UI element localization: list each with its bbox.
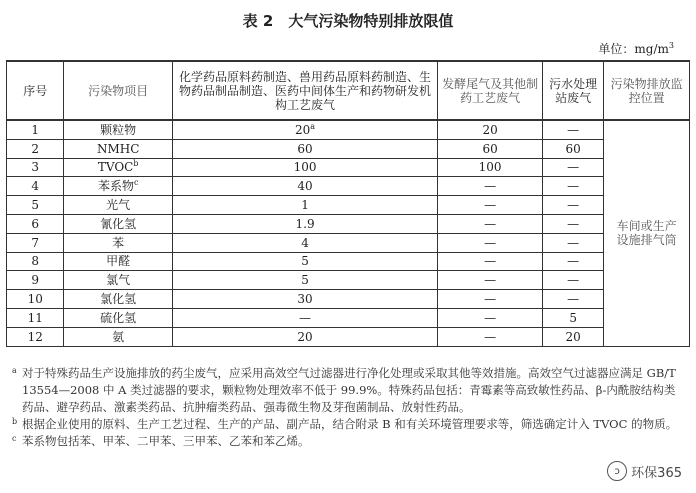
cell-ferm: — [438,290,543,309]
table-row [7,139,690,158]
cell-ferm: 60 [438,139,543,158]
cell-item: 氯化氢 [64,290,172,309]
cell-item: 光气 [64,196,172,215]
cell-pharm: 40 [172,177,437,196]
unit-label: 单位：$mg/m^3$ [598,41,674,56]
table-row [7,252,690,271]
cell-no: 2 [7,139,64,158]
watermark-text: 环保365 [631,465,682,481]
table-row [7,214,690,233]
cell-waste: — [542,120,603,139]
table-row [7,177,690,196]
cell-item: 氯气 [64,271,172,290]
table-row [7,308,690,327]
table-row [7,290,690,309]
cell-no: 4 [7,177,64,196]
cell-ferm: — [438,252,543,271]
cell-ferm: — [438,177,543,196]
cell-no: 7 [7,233,64,252]
header-item: 污染物项目 [64,61,172,120]
ear-icon: ↄ [607,461,627,481]
cell-pharm: 5 [172,271,437,290]
cell-waste: 5 [542,308,603,327]
cell-pharm: 4 [172,233,437,252]
note-b: b 根据企业使用的原料、生产工艺过程、生产的产品、副产品，结合附录 B 和有关环境管理要求等，筛选确定计入 TVOC 的物质。 [12,417,678,431]
table-row [7,196,690,215]
header-no: 序号 [7,61,64,120]
cell-ferm: — [438,308,543,327]
cell-waste: — [542,214,603,233]
cell-pharm: 1 [172,196,437,215]
table-header-row [7,61,690,120]
table-title: 表 2 大气污染物特别排放限值 [242,12,454,30]
cell-ferm: 20 [438,120,543,139]
cell-pharm: 30 [172,290,437,309]
cell-no: 12 [7,327,64,346]
cell-item: NMHC [64,139,172,158]
cell-item: 氰化氢 [64,214,172,233]
cell-waste: — [542,271,603,290]
cell-ferm: — [438,327,543,346]
cell-item: 颗粒物 [64,120,172,139]
cell-pharm: 1.9 [172,214,437,233]
cell-no: 9 [7,271,64,290]
cell-item: 苯 [64,233,172,252]
cell-waste: — [542,252,603,271]
note-a: a 对于特殊药品生产设施排放的药尘废气，应采用高效空气过滤器进行净化处理或采取其他等效措施。高效空气过滤器应满足 GB/T 13554—2008 中 A 类过滤器的要求，颗粒物处理效率不低于 99.9%。特殊药品包括：青霉素等高致敏性药品、β-内酰胺结构类药品、避孕药品、激素类药品、抗肿瘤类药品、强毒微生物及芽孢菌制品、放射性药品。 [12,366,676,414]
cell-waste: — [542,290,603,309]
cell-no: 6 [7,214,64,233]
header-location: 污染物排放监控位置 [604,61,690,120]
cell-ferm: — [438,196,543,215]
cell-pharm: — [172,308,437,327]
cell-no: 5 [7,196,64,215]
table-row [7,120,690,139]
cell-item: 甲醛 [64,252,172,271]
cell-pharm: 5 [172,252,437,271]
cell-waste: — [542,158,603,177]
cell-item: 硫化氢 [64,308,172,327]
emission-limits-table [6,60,690,347]
cell-waste: 20 [542,327,603,346]
cell-waste: — [542,196,603,215]
cell-pharm: 20$^a$ [172,120,437,139]
watermark [603,461,686,481]
cell-ferm: — [438,214,543,233]
cell-pharm: 100 [172,158,437,177]
header-ferm: 发酵尾气及其他制药工艺废气 [438,61,543,120]
cell-ferm: — [438,233,543,252]
note-c: c 苯系物包括苯、甲苯、二甲苯、三甲苯、乙苯和苯乙烯。 [12,434,310,448]
cell-item: 氨 [64,327,172,346]
cell-no: 11 [7,308,64,327]
table-row [7,233,690,252]
header-waste: 污水处理站废气 [542,61,603,120]
cell-no: 10 [7,290,64,309]
cell-no: 1 [7,120,64,139]
header-pharm: 化学药品原料药制造、兽用药品原料药制造、生物药品制品制造、医药中间体生产和药物研发机构工艺废气 [172,61,437,120]
cell-ferm: — [438,271,543,290]
cell-waste: — [542,233,603,252]
cell-no: 3 [7,158,64,177]
table-notes [6,363,688,452]
cell-location: 车间或生产设施排气筒 [604,120,690,346]
cell-waste: — [542,177,603,196]
cell-waste: 60 [542,139,603,158]
cell-item: 苯系物$^c$ [64,177,172,196]
cell-no: 8 [7,252,64,271]
table-row [7,327,690,346]
cell-pharm: 20 [172,327,437,346]
cell-item: TVOC$^b$ [64,158,172,177]
table-row [7,271,690,290]
cell-ferm: 100 [438,158,543,177]
table-row [7,158,690,177]
cell-pharm: 60 [172,139,437,158]
